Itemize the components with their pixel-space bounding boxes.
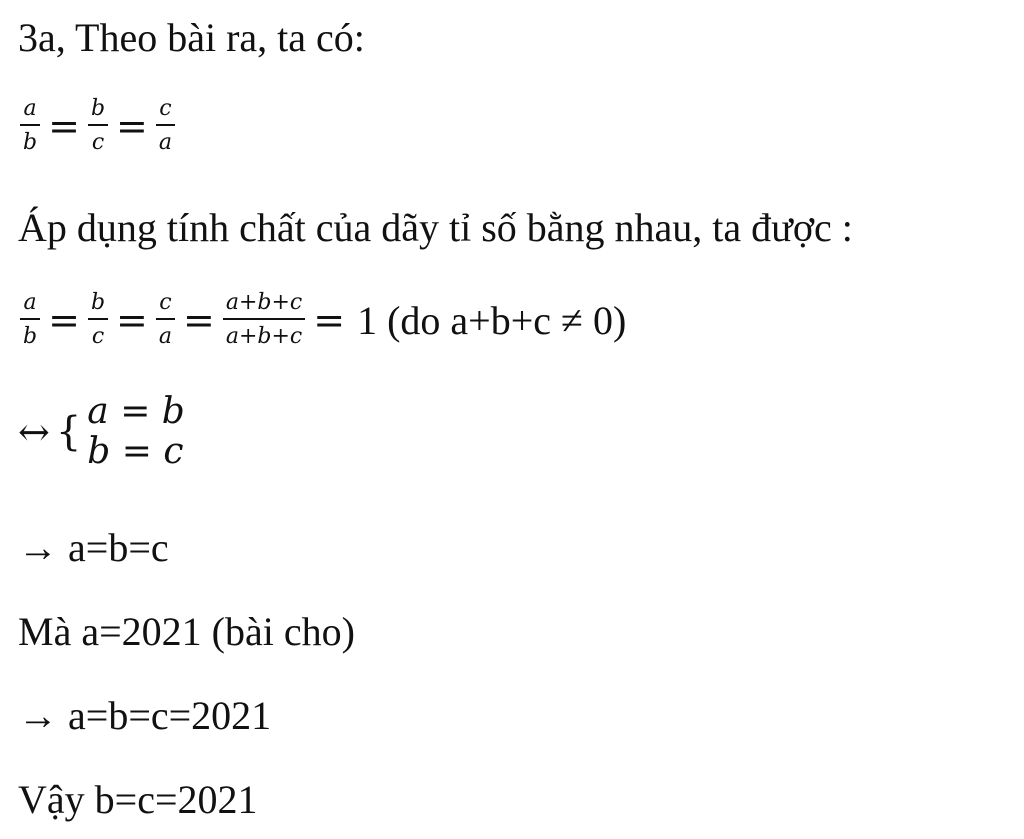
equation-sum-ratio xyxy=(18,292,626,348)
equals-sign: = xyxy=(48,298,80,342)
system-row-2: b = c xyxy=(87,430,184,472)
denominator: a xyxy=(158,324,172,349)
denominator: b xyxy=(23,324,38,349)
equation-system xyxy=(18,392,185,471)
system-row-1: a = b xyxy=(87,391,185,432)
line-intro: 3a, Theo bài ra, ta có: xyxy=(18,15,365,60)
line-conclusion-equal: → a=b=c xyxy=(18,525,169,570)
numerator: a+b+c xyxy=(225,290,303,315)
numerator: a xyxy=(23,96,37,121)
line-values: → a=b=c=2021 xyxy=(18,693,272,738)
equivalence-arrow: ↔ xyxy=(18,409,50,454)
line-given-a: Mà a=2021 (bài cho) xyxy=(18,609,355,654)
denominator: a xyxy=(158,130,172,155)
fraction-b-over-c xyxy=(88,292,108,348)
denominator: a+b+c xyxy=(225,324,303,349)
equation-ratio-chain xyxy=(18,98,177,154)
left-brace: { xyxy=(55,408,82,455)
numerator: b xyxy=(90,290,106,315)
equals-sign: = xyxy=(48,104,80,148)
numerator: a xyxy=(23,290,37,315)
denominator: b xyxy=(23,130,38,155)
fraction-a-over-b xyxy=(20,98,40,154)
equals-sign: = xyxy=(116,104,148,148)
denominator: c xyxy=(91,130,105,155)
line-apply-property: Áp dụng tính chất của dãy tỉ số bằng nhau, ta được : xyxy=(18,205,853,250)
system-rows xyxy=(87,392,185,471)
numerator: c xyxy=(159,290,172,315)
fraction-c-over-a xyxy=(156,292,175,348)
fraction-a-over-b xyxy=(20,292,40,348)
fraction-sum-over-sum xyxy=(223,292,305,348)
fraction-b-over-c xyxy=(88,98,108,154)
equals-sign: = xyxy=(313,298,346,342)
equation-result-note: 1 (do a+b+c ≠ 0) xyxy=(357,297,627,343)
equals-sign: = xyxy=(116,298,148,342)
equals-sign: = xyxy=(183,298,215,342)
denominator: c xyxy=(91,324,105,349)
fraction-c-over-a xyxy=(156,98,175,154)
numerator: b xyxy=(90,96,106,121)
line-final-answer: Vậy b=c=2021 xyxy=(18,777,258,822)
numerator: c xyxy=(159,96,172,121)
